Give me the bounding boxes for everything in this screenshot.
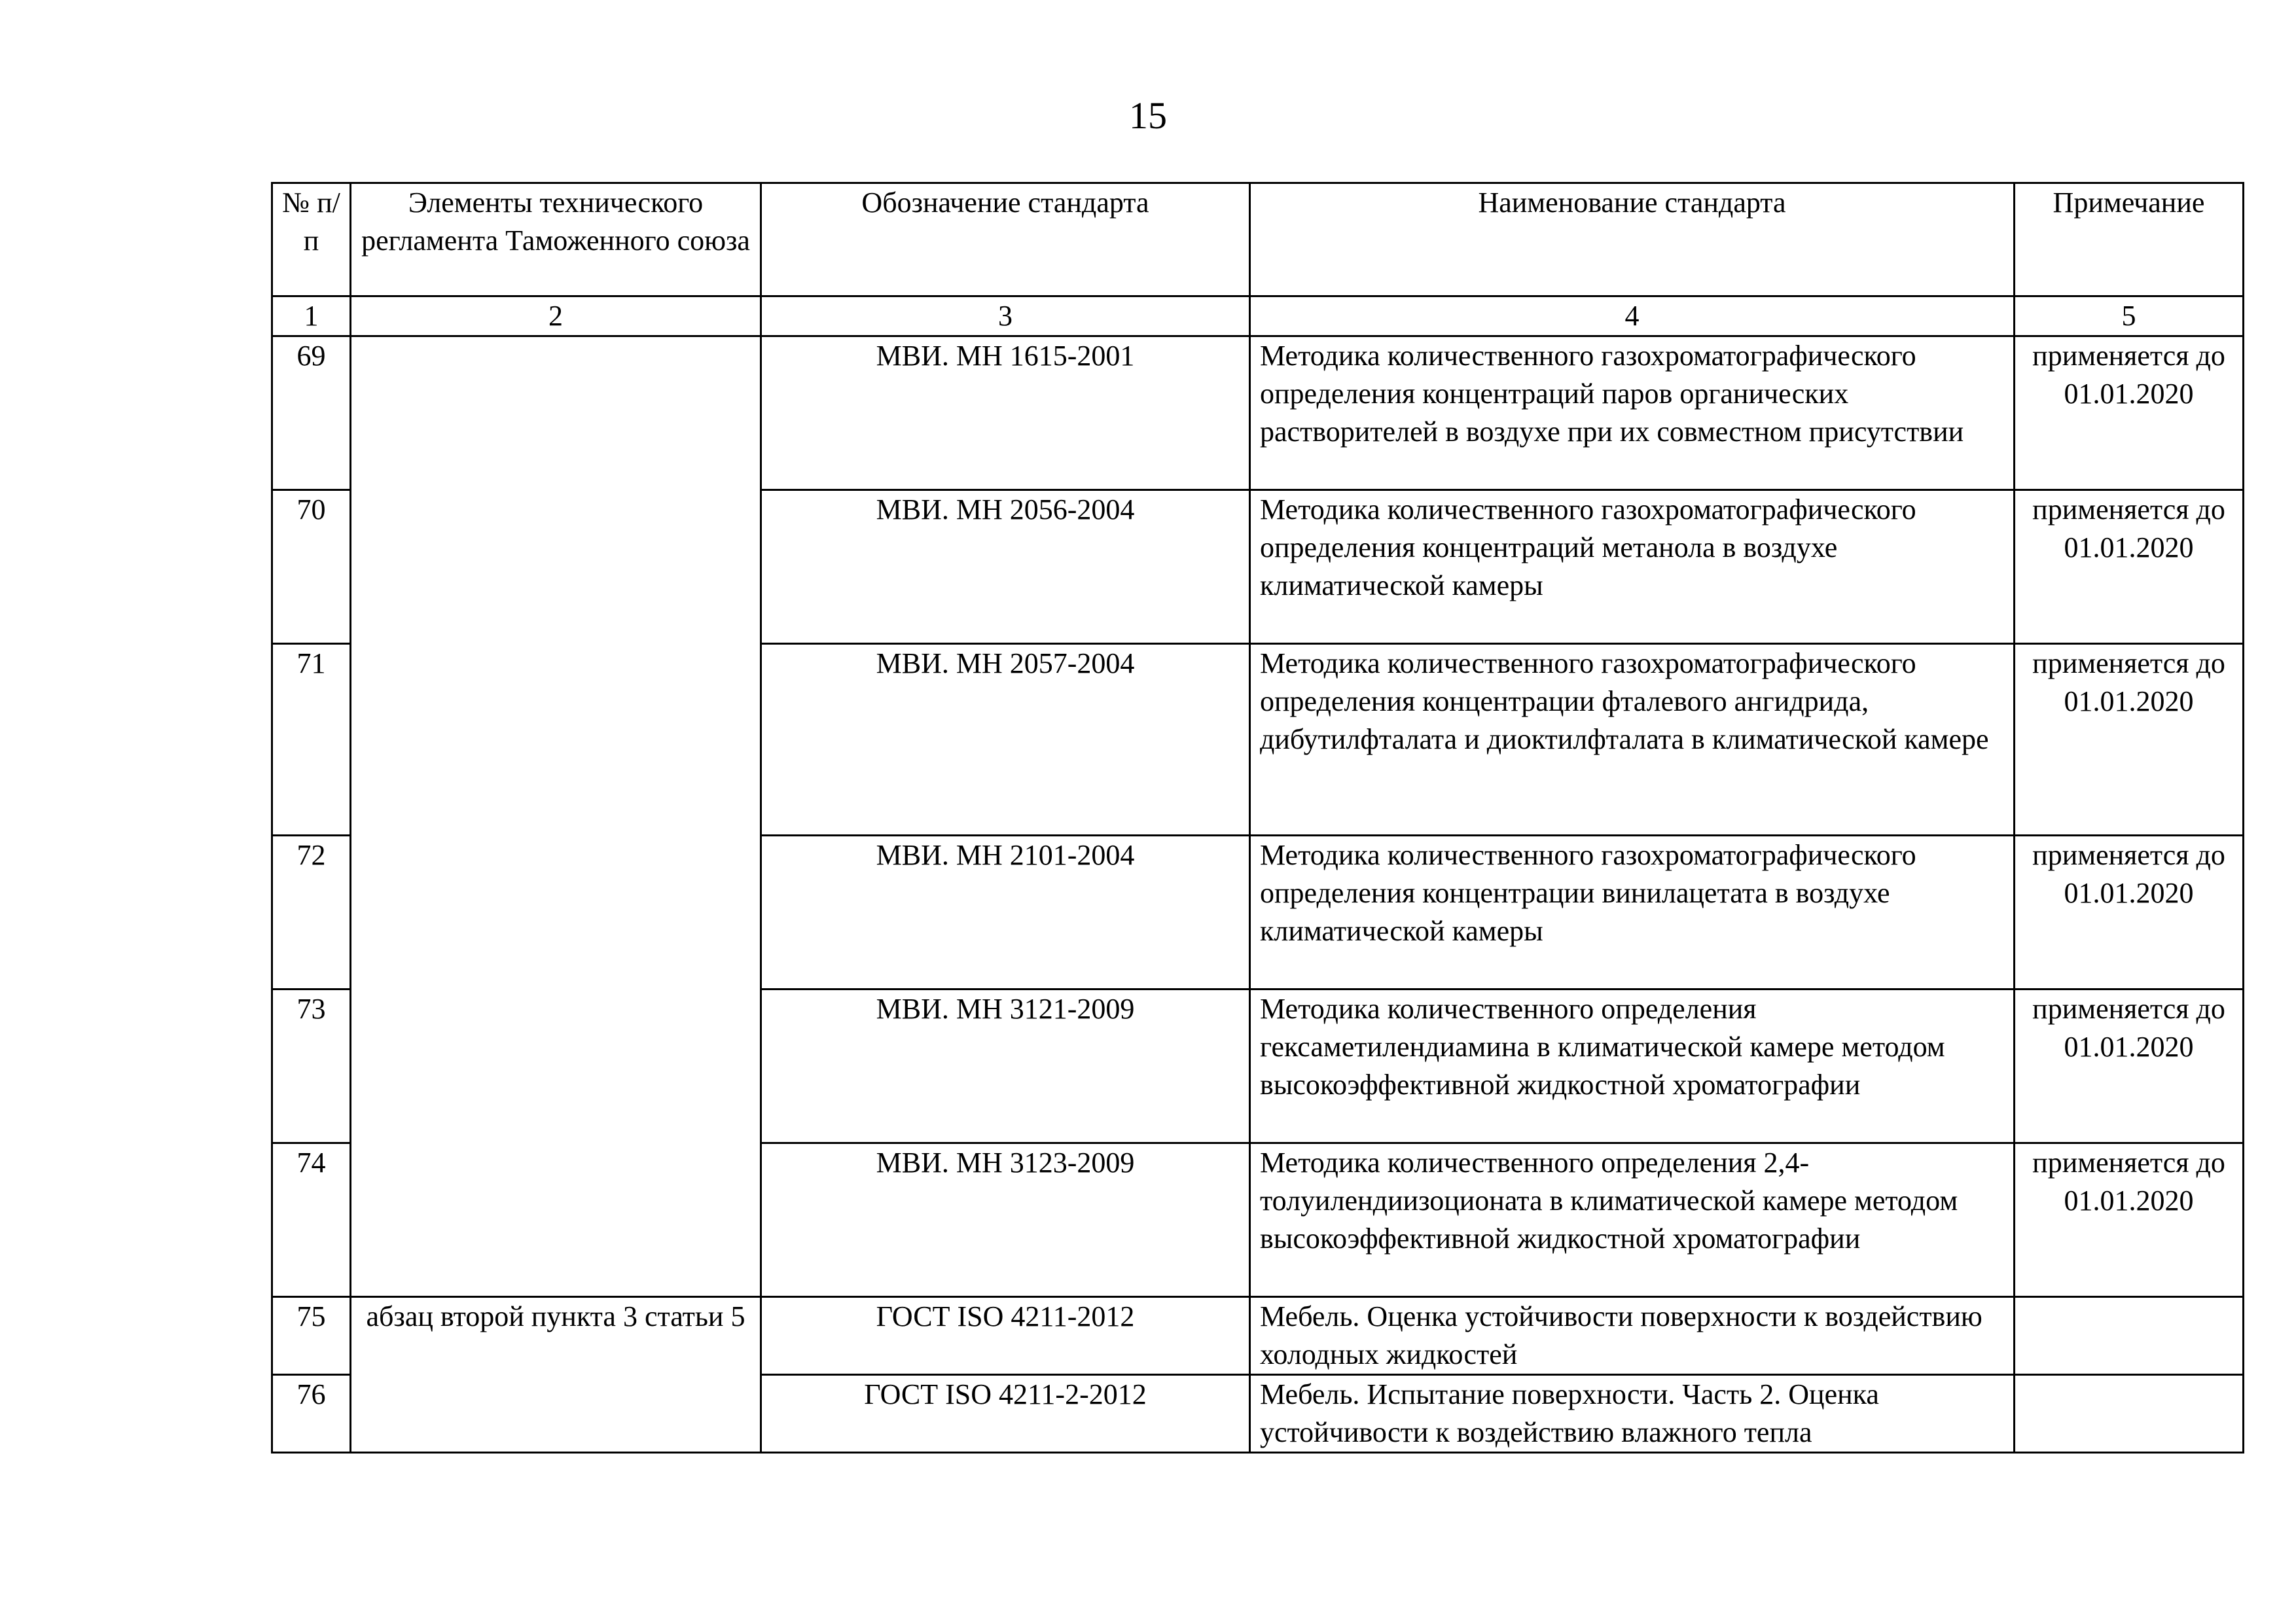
standard-name: Мебель. Оценка устойчивости поверхности к воздействию холодных жидкостей bbox=[1250, 1297, 2015, 1375]
header-standard-code: Обозначение стандарта bbox=[761, 183, 1250, 296]
header-regulation-elements: Элементы технического регламента Таможенного союза bbox=[351, 183, 761, 296]
note: применяется до 01.01.2020 bbox=[2015, 490, 2244, 644]
note bbox=[2015, 1375, 2244, 1453]
standard-name: Методика количественного определения гексаметилендиамина в климатической камере методом высокоэффективной жидкостной хроматографии bbox=[1250, 990, 2015, 1143]
regulation-element-cell bbox=[351, 336, 761, 1297]
column-number: 1 bbox=[272, 296, 351, 336]
note: применяется до 01.01.2020 bbox=[2015, 336, 2244, 490]
standard-code: МВИ. МН 1615-2001 bbox=[761, 336, 1250, 490]
row-number: 69 bbox=[272, 336, 351, 490]
standard-code: МВИ. МН 2057-2004 bbox=[761, 644, 1250, 836]
standard-name: Мебель. Испытание поверхности. Часть 2. Оценка устойчивости к воздействию влажного тепла bbox=[1250, 1375, 2015, 1453]
table-row bbox=[272, 336, 2244, 490]
standard-name: Методика количественного газохроматографического определения концентраций паров органических растворителей в воздухе при их совместном присутствии bbox=[1250, 336, 2015, 490]
standard-code: МВИ. МН 3123-2009 bbox=[761, 1143, 1250, 1297]
standard-name: Методика количественного газохроматографического определения концентрации фталевого ангидрида, дибутилфталата и диоктилфталата в климатической камере bbox=[1250, 644, 2015, 836]
note: применяется до 01.01.2020 bbox=[2015, 1143, 2244, 1297]
standards-table bbox=[271, 182, 2244, 1454]
header-number: № п/п bbox=[272, 183, 351, 296]
row-number: 75 bbox=[272, 1297, 351, 1375]
column-number: 5 bbox=[2015, 296, 2244, 336]
note bbox=[2015, 1297, 2244, 1375]
column-number-row bbox=[272, 296, 2244, 336]
note: применяется до 01.01.2020 bbox=[2015, 836, 2244, 990]
table-row bbox=[272, 1297, 2244, 1375]
row-number: 73 bbox=[272, 990, 351, 1143]
header-note: Примечание bbox=[2015, 183, 2244, 296]
header-standard-name: Наименование стандарта bbox=[1250, 183, 2015, 296]
row-number: 72 bbox=[272, 836, 351, 990]
standard-code: МВИ. МН 2056-2004 bbox=[761, 490, 1250, 644]
standard-code: МВИ. МН 2101-2004 bbox=[761, 836, 1250, 990]
standard-name: Методика количественного газохроматографического определения концентраций метанола в воздухе климатической камеры bbox=[1250, 490, 2015, 644]
header-row bbox=[272, 183, 2244, 296]
standard-name: Методика количественного газохроматографического определения концентрации винилацетата в воздухе климатической камеры bbox=[1250, 836, 2015, 990]
note: применяется до 01.01.2020 bbox=[2015, 990, 2244, 1143]
regulation-element: абзац второй пункта 3 статьи 5 bbox=[351, 1297, 761, 1453]
column-number: 3 bbox=[761, 296, 1250, 336]
standard-name: Методика количественного определения 2,4-толуилендиизоционата в климатической камере методом высокоэффективной жидкостной хроматографии bbox=[1250, 1143, 2015, 1297]
standard-code: МВИ. МН 3121-2009 bbox=[761, 990, 1250, 1143]
row-number: 74 bbox=[272, 1143, 351, 1297]
standard-code: ГОСТ ISO 4211-2012 bbox=[761, 1297, 1250, 1375]
row-number: 70 bbox=[272, 490, 351, 644]
column-number: 4 bbox=[1250, 296, 2015, 336]
row-number: 71 bbox=[272, 644, 351, 836]
page-number: 15 bbox=[1129, 94, 1167, 137]
note: применяется до 01.01.2020 bbox=[2015, 644, 2244, 836]
standard-code: ГОСТ ISO 4211-2-2012 bbox=[761, 1375, 1250, 1453]
row-number: 76 bbox=[272, 1375, 351, 1453]
column-number: 2 bbox=[351, 296, 761, 336]
